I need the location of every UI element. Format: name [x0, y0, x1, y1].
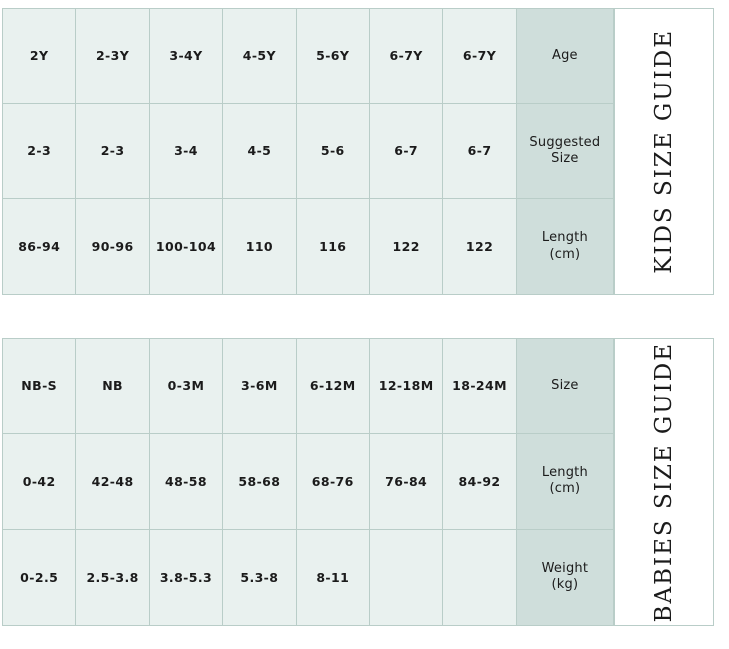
cell-babies-length-3: 48-58 — [150, 434, 223, 529]
row-label-babies-weight — [517, 530, 614, 625]
cell-babies-size-2: NB — [76, 339, 149, 434]
cell-kids-length-5: 116 — [297, 199, 370, 294]
row-label-babies-length — [517, 434, 614, 529]
table-row — [3, 339, 614, 434]
row-label-babies-length-line1: Length — [541, 465, 588, 481]
babies-size-guide-table — [2, 338, 714, 626]
kids-size-grid — [3, 9, 614, 294]
cell-kids-suggested-3: 3-4 — [150, 104, 223, 199]
cell-kids-age-5: 5-6Y — [297, 9, 370, 104]
cell-kids-length-3: 100-104 — [150, 199, 223, 294]
babies-size-guide-title-text: BABIES SIZE GUIDE — [651, 341, 677, 623]
cell-babies-length-2: 42-48 — [76, 434, 149, 529]
babies-size-grid — [3, 339, 614, 625]
table-row — [3, 9, 614, 104]
row-label-kids-age-text: Age — [552, 47, 578, 63]
cell-babies-weight-5: 8-11 — [297, 530, 370, 625]
cell-kids-suggested-2: 2-3 — [76, 104, 149, 199]
row-label-kids-suggested-size — [517, 104, 614, 199]
row-label-babies-size-text: Size — [551, 378, 579, 394]
cell-babies-size-1: NB-S — [3, 339, 76, 434]
cell-babies-weight-4: 5.3-8 — [223, 530, 296, 625]
cell-kids-suggested-7: 6-7 — [443, 104, 516, 199]
cell-kids-suggested-4: 4-5 — [223, 104, 296, 199]
cell-kids-age-3: 3-4Y — [150, 9, 223, 104]
kids-size-guide-table — [2, 8, 714, 295]
cell-kids-length-1: 86-94 — [3, 199, 76, 294]
cell-babies-size-7: 18-24M — [443, 339, 516, 434]
babies-size-guide-title — [614, 339, 713, 625]
cell-babies-weight-1: 0-2.5 — [3, 530, 76, 625]
cell-kids-suggested-1: 2-3 — [3, 104, 76, 199]
cell-kids-length-6: 122 — [370, 199, 443, 294]
cell-kids-suggested-6: 6-7 — [370, 104, 443, 199]
row-label-kids-length-line1: Length — [541, 230, 588, 246]
kids-size-guide-title — [614, 9, 713, 294]
row-label-kids-suggested-size-line1: Suggested — [529, 134, 601, 150]
row-label-babies-weight-line2: (kg) — [551, 577, 579, 593]
cell-kids-age-1: 2Y — [3, 9, 76, 104]
cell-kids-length-7: 122 — [443, 199, 516, 294]
cell-babies-length-7: 84-92 — [443, 434, 516, 529]
cell-babies-size-6: 12-18M — [370, 339, 443, 434]
cell-babies-weight-3: 3.8-5.3 — [150, 530, 223, 625]
cell-babies-weight-6 — [370, 530, 443, 625]
cell-kids-age-7: 6-7Y — [443, 9, 516, 104]
cell-babies-length-4: 58-68 — [223, 434, 296, 529]
kids-size-guide-title-text: KIDS SIZE GUIDE — [651, 29, 677, 274]
cell-kids-suggested-5: 5-6 — [297, 104, 370, 199]
row-label-kids-length — [517, 199, 614, 294]
cell-babies-size-5: 6-12M — [297, 339, 370, 434]
cell-babies-weight-2: 2.5-3.8 — [76, 530, 149, 625]
row-label-babies-length-line2: (cm) — [549, 481, 581, 497]
cell-babies-length-1: 0-42 — [3, 434, 76, 529]
table-row — [3, 104, 614, 199]
cell-babies-size-3: 0-3M — [150, 339, 223, 434]
row-label-kids-suggested-size-line2: Size — [551, 151, 579, 166]
table-row — [3, 434, 614, 529]
row-label-kids-length-line2: (cm) — [549, 246, 581, 262]
cell-babies-size-4: 3-6M — [223, 339, 296, 434]
cell-kids-length-2: 90-96 — [76, 199, 149, 294]
cell-kids-length-4: 110 — [223, 199, 296, 294]
cell-kids-age-2: 2-3Y — [76, 9, 149, 104]
table-row — [3, 199, 614, 294]
row-label-babies-weight-line1: Weight — [541, 561, 589, 577]
cell-babies-length-6: 76-84 — [370, 434, 443, 529]
table-row — [3, 530, 614, 625]
cell-babies-weight-7 — [443, 530, 516, 625]
row-label-kids-age — [517, 9, 614, 104]
row-label-babies-size — [517, 339, 614, 434]
cell-babies-length-5: 68-76 — [297, 434, 370, 529]
cell-kids-age-4: 4-5Y — [223, 9, 296, 104]
cell-kids-age-6: 6-7Y — [370, 9, 443, 104]
